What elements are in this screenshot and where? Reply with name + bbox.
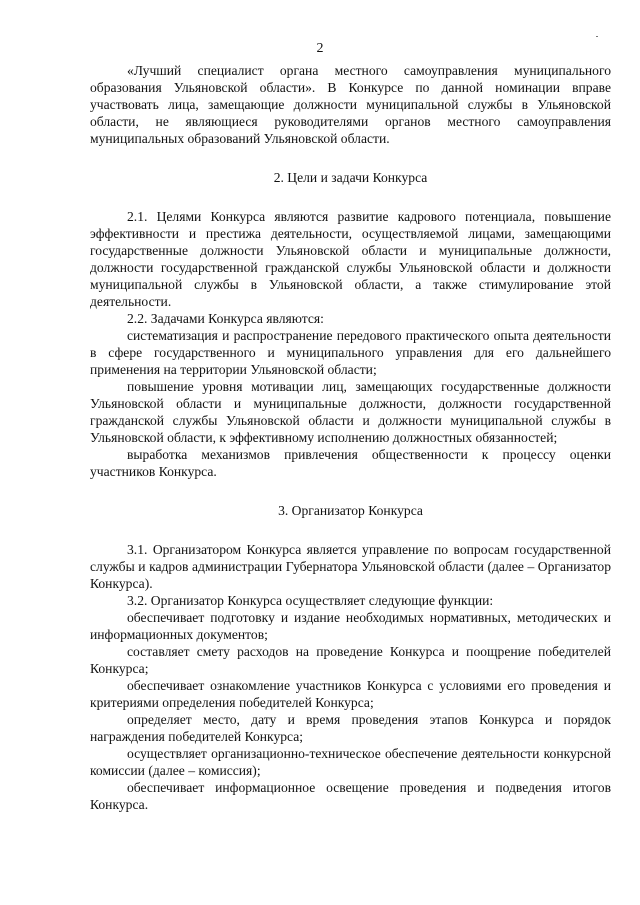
section-heading-3: 3. Организатор Конкурса (278, 503, 423, 518)
paragraph-nomination: «Лучший специалист органа местного самоуправления муниципального образования Ульяновской области». В Конкурсе по данной номинации вправе участвовать лица, замещающие должности муниципальной службы в Ульяновской области, не являющиеся руководителями органов местного самоуправления муниципальных образований Ульяновской области. (90, 63, 611, 146)
paragraph-3-1: 3.1. Организатором Конкурса является управление по вопросам государственной службы и кадров администрации Губернатора Ульяновской области (далее – Организатор Конкурса). (90, 542, 611, 591)
section-heading-2: 2. Цели и задачи Конкурса (273, 170, 428, 185)
list-item: выработка механизмов привлечения общественности к процессу оценки участников Конкурса. (90, 447, 611, 479)
document-body (90, 62, 611, 813)
list-item: определяет место, дату и время проведения этапов Конкурса и порядок награждения победителей Конкурса; (90, 712, 611, 744)
paragraph-2-2: 2.2. Задачами Конкурса являются: (127, 311, 324, 326)
paragraph-2-1: 2.1. Целями Конкурса являются развитие кадрового потенциала, повышение эффективности и престижа деятельности, осуществляемой лицами, замещающими государственные должности Ульяновской области и муниципальные должности, должности государственной гражданской службы Ульяновской области и должности муниципальной службы в Ульяновской области, а также стимулирование этой деятельности. (90, 209, 611, 309)
list-item: составляет смету расходов на проведение Конкурса и поощрение победителей Конкурса; (90, 644, 611, 676)
list-item: повышение уровня мотивации лиц, замещающих государственные должности Ульяновской области и муниципальные должности, должности государственной гражданской службы Ульяновской области и должности муниципальной службы в Ульяновской области, к эффективному исполнению должностных обязанностей; (90, 379, 611, 445)
list-item: обеспечивает подготовку и издание необходимых нормативных, методических и информационных документов; (90, 610, 611, 642)
page-number: 2 (316, 41, 324, 56)
list-item: обеспечивает ознакомление участников Конкурса с условиями его проведения и критериями определения победителей Конкурса; (90, 678, 611, 710)
list-item: обеспечивает информационное освещение проведения и подведения итогов Конкурса. (90, 780, 611, 812)
list-item: осуществляет организационно-техническое обеспечение деятельности конкурсной комиссии (далее – комиссия); (90, 746, 611, 778)
list-item: систематизация и распространение передового практического опыта деятельности в сфере государственного и муниципального управления для его дальнейшего применения на территории Ульяновской области; (90, 328, 611, 377)
scan-speck (596, 36, 598, 37)
paragraph-3-2: 3.2. Организатор Конкурса осуществляет следующие функции: (127, 593, 494, 608)
